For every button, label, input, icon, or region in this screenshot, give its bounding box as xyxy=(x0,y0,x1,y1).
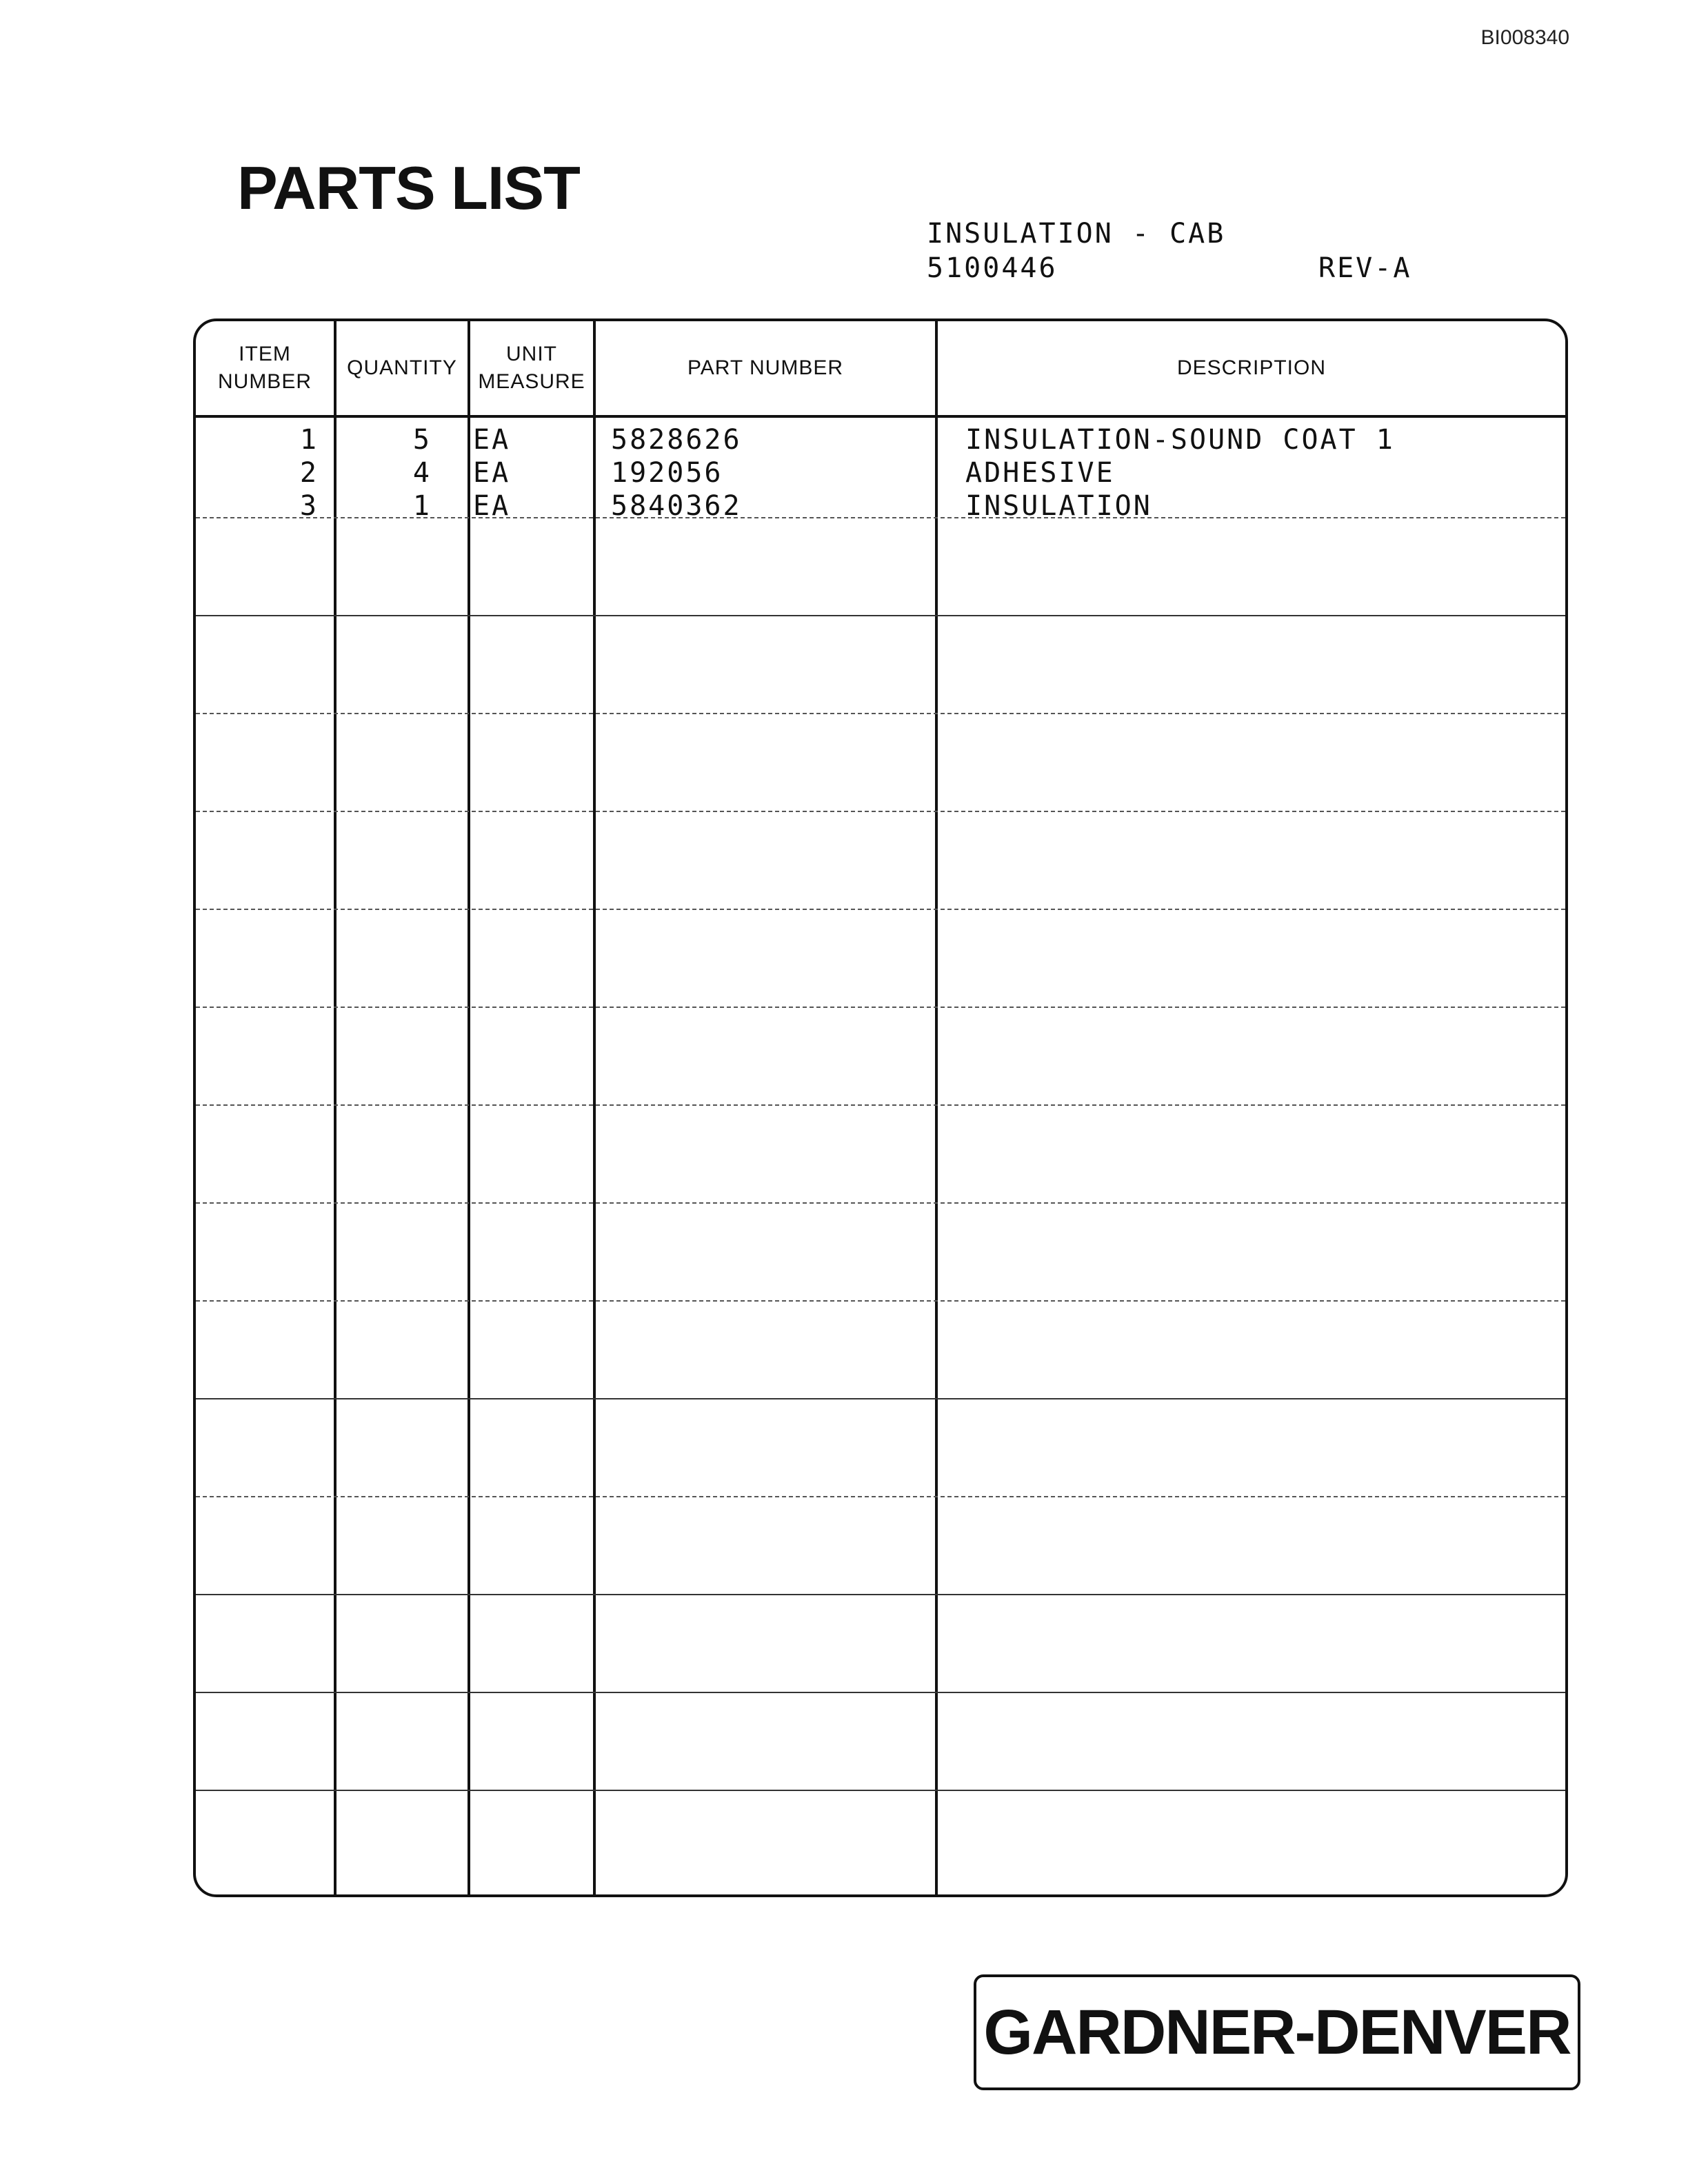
row-item-number: 2 xyxy=(299,457,319,489)
column-divider xyxy=(468,321,470,1894)
row-divider xyxy=(196,615,1565,616)
row-part-number: 5828626 xyxy=(611,424,742,456)
header-item-line1: ITEM xyxy=(239,343,291,365)
header-unit-measure xyxy=(470,321,593,415)
row-part-number: 5840362 xyxy=(611,490,742,522)
row-divider xyxy=(196,811,1565,812)
row-divider xyxy=(196,1300,1565,1302)
assembly-name: INSULATION - CAB xyxy=(927,218,1226,250)
column-divider xyxy=(935,321,938,1894)
revision-label: REV-A xyxy=(1318,252,1412,284)
row-divider xyxy=(196,1007,1565,1008)
parts-table xyxy=(193,318,1568,1897)
row-unit: EA xyxy=(473,424,511,456)
row-divider xyxy=(196,1202,1565,1204)
row-quantity: 1 xyxy=(412,490,432,522)
header-unit-line2: MEASURE xyxy=(478,370,585,393)
row-quantity: 4 xyxy=(412,457,432,489)
header-part-number: PART NUMBER xyxy=(687,356,844,379)
row-description: INSULATION xyxy=(965,490,1152,522)
document-id: BI008340 xyxy=(1480,26,1569,49)
row-divider xyxy=(196,713,1565,714)
header-item-line2: NUMBER xyxy=(217,370,312,393)
row-divider xyxy=(196,1692,1565,1693)
row-description: INSULATION-SOUND COAT 1 xyxy=(965,424,1395,456)
column-divider xyxy=(334,321,336,1894)
row-divider xyxy=(196,1594,1565,1595)
header-quantity: QUANTITY xyxy=(347,356,457,379)
row-divider xyxy=(196,1104,1565,1106)
row-item-number: 1 xyxy=(299,424,319,456)
header-unit-line1: UNIT xyxy=(505,343,557,365)
row-unit: EA xyxy=(473,490,511,522)
table-row xyxy=(196,423,1565,456)
row-divider xyxy=(196,909,1565,910)
logo-text: GARDNER-DENVER xyxy=(983,1996,1571,2067)
page-title: PARTS LIST xyxy=(237,154,580,222)
row-divider xyxy=(196,1790,1565,1791)
table-row xyxy=(196,456,1565,489)
company-logo xyxy=(974,1974,1580,2090)
row-description: ADHESIVE xyxy=(965,457,1115,489)
row-item-number: 3 xyxy=(299,490,319,522)
row-divider xyxy=(196,1496,1565,1497)
row-divider xyxy=(196,1398,1565,1399)
header-divider xyxy=(196,415,1565,418)
assembly-number: 5100446 xyxy=(927,252,1058,284)
row-quantity: 5 xyxy=(412,424,432,456)
row-divider xyxy=(196,517,1565,518)
column-divider xyxy=(593,321,596,1894)
row-unit: EA xyxy=(473,457,511,489)
header-description: DESCRIPTION xyxy=(1176,356,1327,379)
header-item-number xyxy=(196,321,334,415)
row-part-number: 192056 xyxy=(611,457,723,489)
